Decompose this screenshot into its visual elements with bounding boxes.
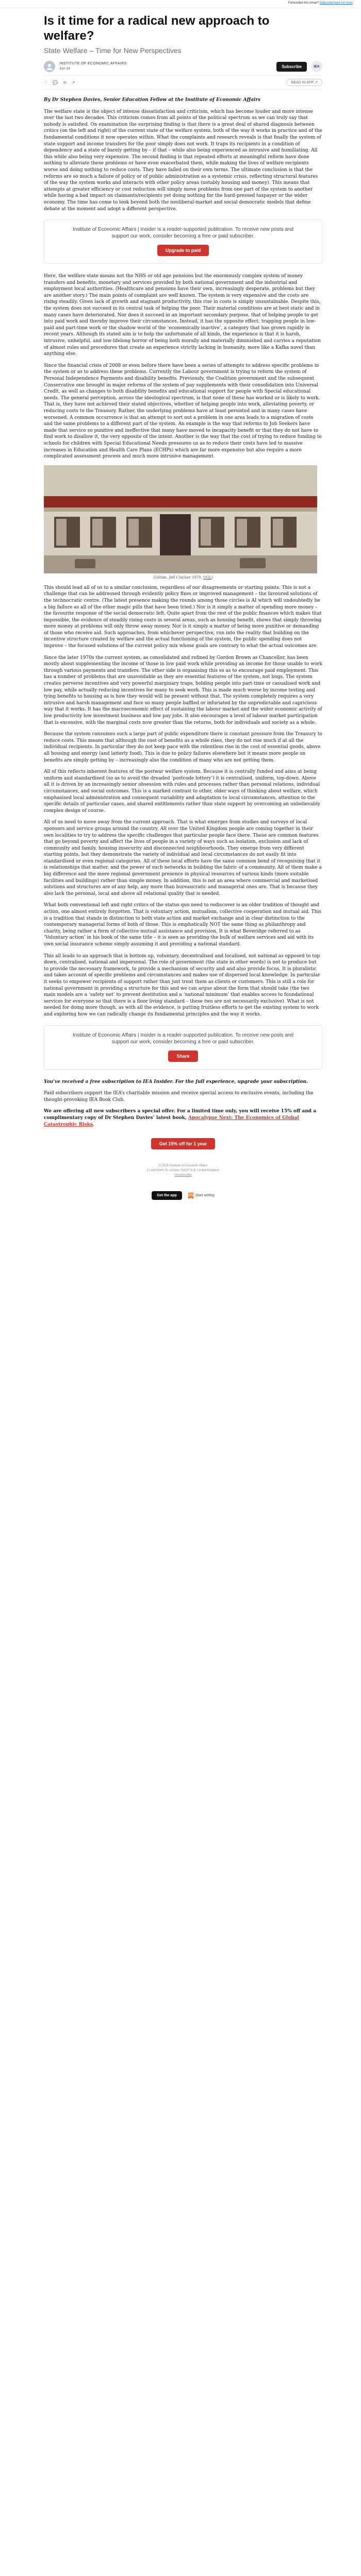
footer-note (44, 1079, 322, 1150)
get-app-button[interactable]: Get the app (152, 1191, 182, 1200)
restack-button[interactable] (63, 80, 67, 85)
subscribe-button[interactable]: Subscribe (276, 62, 307, 72)
offer-cta-wrap (44, 1133, 322, 1149)
body-paragraph: This all leads to an approach that is bottom up, voluntary, decentralised and localised, not national as opposed to top down, centralised, national and impersonal. The role of government (the state in other words) is not to produce but to provide the necessary framework, to provide a mechanism of security and and also provide focus. It is pluralistic and takes account of specific problems and circumstances and makes use of dispersed local knowledge. In particular it seeks to empower recipients of support rather than just treat them as clients or customers. This is still a role for national government in providing a structure for this and we can argue about the form that should take (the two main models are a ‘safety net’ to prevent destitution and a ‘national minimum’ that enables access to foundational services for everyone so that there is a floor living standard – these two are not necessarily exclusive). What is not needed for doing more though, as with all the evidence, is putting fruitless efforts to get the existing system to work and exploring how we can radically change its fundamental principles and the way it works. (44, 953, 320, 1017)
post-subtitle: State Welfare – Time for New Perspectives (44, 46, 182, 55)
publication-logo[interactable]: IEA (311, 61, 322, 72)
book-link[interactable]: Apocalypse Next: The Economics of Global Catastrophic Risks (44, 1115, 299, 1127)
substack-icon (188, 1193, 193, 1199)
heart-icon: ♡ (44, 80, 48, 85)
site-footer (44, 1164, 322, 1178)
forwarded-bar (0, 0, 361, 8)
body-paragraph: Since the financial crisis of 2008 or even before there have been a series of attempts to address specific problems in the system or as to address these problems. Currently the Labour government is trying to reform the system of Personal Independence Payments and disability benefits. Previously, the Coalition government and the subsequent Conservative one brought in major reforms of the system of pay supplements with their consolidation into Universal Credit, as well as changes to both disability benefits and educational support for people with Special educational needs. The general perception, across the ideological spectrum, is that none of these has worked or is likely to work. That is, they have not achieved their stated objectives, whether of helping people into work, alleviating poverty, or reducing costs to the Treasury. Rather, the underlying problems have at least persisted and in many cases have worsened. A common occurrence is that an attempt to sort out a problem in one area leads to a migration of costs and the same problems to a different part of the system. An example is the way that reforms to Job Seekers have made that service so punitive and ineffective that many have moved to incapacity benefit or that they do not have to find work to disallow it, the very opposite of the intent. Another is the way that the cost of trying to reduce funding to schools for children with Special Educational Needs pressures us as to reduce their costs have led to massive increases in Education and Health Care Plans (ECHPs) which are far more expensive but also require a more complicated assessment process and much more intrusive management. (44, 363, 322, 460)
restack-icon: ⟲ (63, 80, 67, 85)
read-in-app-button[interactable]: READ IN APP ↗ (286, 79, 322, 86)
free-subscription-note: You've received a free subscription to IEA Insider. For the full experience, upgrade your subscription. (44, 1079, 308, 1084)
share-button-top[interactable] (72, 80, 75, 85)
share-icon: ↗ (71, 80, 75, 85)
copyright: © 2025 Institute of Economic Affairs (158, 1164, 208, 1168)
forwarded-text: Forwarded this email? (288, 2, 319, 5)
paid-subscribers-note: Paid subscribers support the IEA’s charitable mission and receive special access to exclusive events, including the thought-provoking IEA Book Club. (44, 1091, 314, 1103)
subscribe-here-link[interactable]: Subscribe here for more (319, 2, 353, 5)
start-writing-label: Start writing (195, 1194, 215, 1198)
post-date: Jun 14 (59, 67, 71, 71)
body-paragraph: All of us need to move away from the current approach. That is what emerges from studies and surveys of local sponsors and service groups around the country. All over the United Kingdom people are coming together in their own localities to try to address the specific challenges that particular people face there. These are common features that go beyond poverty and affect the lives of people in a variety of ways such as isolation, exclusion and lack of community and family, housing insecurity and disconnected neighbourhoods. They emerge from very different starting points, but they demonstrate the variety of individual and local circumstances do not easily fit into standardised or even regional categories. All of these local efforts have the same common bond of recognising that it is relationships that matter, and the power of such networks in building the fabric of a community. All of them make a big difference and the more regional government presence in physical resources of various kinds (more suitable facilities and buildings) rather than simple money. In addition, this is not an area where commercial and marketised solutions and structures are of any help, any more than bureaucratic and managerial ones are. That is because they also lack the personal, local and above all relational quality that is needed. (44, 820, 322, 896)
body-paragraph: This should lead all of us to a similar conclusion, regardless of our disagreements or starting points. This is not a challenge that can be addressed through evidently policy fixes or improved management – the favoured solutions of the technocratic centre. (The latest presence making the rounds among those circles is AI which will undoubtedly be a big failure as all of the other magic pills that have been tried.) Nor is it simply a matter of spending more money – the favourite response of the social democratic left. Quite apart from the rest of the public finances which makes that impossible, the evidence of steadily rising costs in several areas, such as housing benefit, shows that simply throwing more money at problems will only throw away money. Nor is it simply a matter of being more punitive or demanding of those who receive aid. Such approaches, from whichever perspective, run into the reality that building on the incentive structure created by welfare and the actual functioning of the system, the public spending does not improve – the focused solutions of the current policy mix whose goals are contrary to what the actual outcomes are. (44, 585, 322, 649)
comment-icon: 💬 (53, 80, 58, 85)
body-paragraph: All of this reflects inherent features of the postwar welfare system. Because it is centrally funded and aims at being uniform and standardised (so as to avoid the dreaded ‘postcode lottery’) it is centralised, uniform, top-down. Above all it is driven by an increasingly senior obsession with rules and processes rather than personal relations, individual circumstances, and social outcomes. This is a marked contrast to other, older ways of thinking about welfare, which emphasised local administration and consequent variability and adaptation to local circumstances, attention to the specific details of particular cases, and shared entitlements rather than state support by overcoming an unbelievably complex design of course. (44, 769, 320, 814)
bottom-bar (44, 1186, 322, 1207)
share-button[interactable]: Share (168, 1050, 198, 1062)
post-body (44, 97, 322, 1070)
post-container (39, 13, 322, 1207)
article-figure (44, 465, 322, 580)
author-intro: By Dr Stephen Davies, Senior Education Fellow at the Institute of Economic Affairs (44, 97, 261, 103)
caption-text: (Gillian, Jeff Clucher 1970, (153, 575, 204, 580)
byline-text (59, 61, 127, 72)
person-icon (46, 63, 53, 70)
closing-subscribe-box (44, 1025, 322, 1070)
special-offer-end: . (93, 1122, 94, 1127)
body-paragraph: Since the later 1970s the current system, as consolidated and refined by Gordon Brown as Chancellor, has been mostly about supplementing the income of those in low paid work while providing an income for those unable to work through various payments and transfers. The other side is organising this so as to encourage paid employment. This has a number of problems that are unavoidable as they are essential features of the system, not bugs. The system creates perverse incentives and very powerful marginary traps, holding people into part-time or casualised work and low pay, while actually reducing incentives for many to seek work. This is made much worse by income testing and tying benefits to housing as is how they would will be present without that. The system completely requires a very intrusive and harsh management and face so many people baffled or infuriated by the unpredictable and capricious way that it works. It has the macroeconomic effect of sustaining the labour market and the wider economic activity of low productivity low investment business and low pay jobs. It also encourages a level of labour market participation that is excessive, with the marginal costs now greater than the returns, both for individuals and society as a whole. (44, 655, 322, 725)
author-avatar[interactable] (44, 61, 55, 72)
body-paragraph: Because the system consumes such a large part of public expenditure there is constant pressure from the Treasury to reduce costs. This means that although the cost of benefits as a whole rises, they do not rise much if at all the individual recipients. In particular they do not keep pace with the relentless rise in the cost of essential goods, above all housing and energy (and latterly food). This is due to policy failures elsewhere but it means more people on benefits are simply getting by – increasingly also the condition of many who are not getting them. (44, 732, 322, 763)
special-offer-note (44, 1108, 322, 1128)
address: 2 Lord North St, London SW1P 3LB, United Kingdom (146, 1169, 220, 1173)
caption-license-link[interactable]: OGL (203, 575, 212, 580)
special-offer-text: We are offering all new subscribers a special offer. For a limited time only, you will receive 15% off and a complimentary copy of Dr Stephen Davies’ latest book, (44, 1109, 317, 1121)
post-title: Is it time for a radical new approach to welfare? (44, 14, 270, 43)
byline (44, 61, 322, 72)
get-discount-button[interactable]: Get 15% off for 1 year (151, 1138, 216, 1149)
unsubscribe-link[interactable]: Unsubscribe (174, 1174, 192, 1177)
closing-box-text: Institute of Economic Affairs | Insider is a reader-supported publication. To receive new posts and support our work, consider becoming a free or paid subscriber. (72, 1032, 294, 1045)
jobcentre-photo[interactable] (44, 465, 317, 573)
figure-caption (44, 575, 322, 580)
author-name[interactable]: INSTITUTE OF ECONOMIC AFFAIRS (59, 62, 127, 65)
caption-end: ) (211, 575, 213, 580)
body-paragraph: Here, the welfare state means not the NHS or old age pensions but the enormously complex system of money transfers and benefits, monetary and services provided by both national government and the industrial and employment local authorities. (Healthcare and pensions have their own, increasingly desperate, problems but they are another story.) The main points of complaint are well known. The system is very expensive and the costs are rising steadily. Given lack of growth and stagnant productivity, this rise in costs is simply unsustainable. Despite this, the system does not succeed in its central task of helping the poor. Their material conditions are at best static and in many cases have deteriorated. Nor does it succeed in an important secondary purpose, that of helping people to get into paid work and thereby improve their circumstances. Instead, it has the opposite effect, trapping people in low-paid and part-time work or the shadow world of the ‘economically inactive’, a category that has grown rapidly in recent years. Although its stated aim is to help the unfortunate of all kinds, the experience is that it is harsh, intrusive, unhelpful, and low-lifelong horror of being both morally and materially diminished and carries a reputation of almost rules and procedures that create an experience strictly lacking in humanity, more like a Kafka novel than anything else. (44, 274, 321, 357)
start-writing-link[interactable] (188, 1193, 215, 1199)
comment-button[interactable] (53, 80, 58, 85)
subscribe-box-text: Institute of Economic Affairs | Insider is a reader-supported publication. To receive new posts and support our work, consider becoming a free or paid subscriber. (72, 227, 294, 240)
like-button[interactable] (44, 80, 47, 85)
body-paragraph: What both conventional left and right critics of the status quo need to rediscover is an older tradition of thought and action, one almost entirely forgotten. That is voluntary action, mutualism, collective cooperation and mutual aid. This is a tradition that stands in distinction to both state action and market exchange and in clear distinction to the contemporary managerial forms of both of those. This is emphatically NOT the same thing as philanthropy and charity, being rather a form of collective mutual assistance and provision. It is what Beveridge referred to as ‘Voluntary action’ in his book of the same title – it is seen as providing the bulk of welfare services and aid with its own social insurance scheme simply assuming it and providing a national standard. (44, 903, 321, 947)
upgrade-button[interactable]: Upgrade to paid (157, 245, 209, 256)
body-paragraph: The welfare state is the object of intense dissatisfaction and criticism, which has become louder and more intense over the last two decades. This criticism comes from all points of the political spectrum as we can truly say that nobody is satisfied. On examination the surprising finding is that there is a great deal of shared diagnosis between critics (on the left and right) of the current state of the welfare system, both of the way it works in practice and of the fundamental conditions it now operates within. What the complaints and research reveals is that finally the system of state support and income transfers for the poor simply does not work. It traps its recipients in a condition of dependency and a state of barely getting by – if that – while also being experienced as intrusive and humiliating. All this while also being very expensive. The second finding is that repeated efforts at meaningful reform have done nothing to alleviate these problems or have even exacerbated them, while making the lives of welfare recipients worse and doing nothing to reduce costs. They have failed on their own terms. The ultimate conclusion is that the reforms are so much a failure of policy or of public administration as a systemic crisis, reflecting structural features of the way the system works and interacts with other policy areas (notably housing and money). This means that attempts at greater efficiency or cost reduction will simply move problems from one part of the system to another while having a bad impact on claimants/recipients yet doing nothing for the hard-pressed taxpayer or the wider economy. The time has come to look beyond both the neoliberal-market and social democratic models that define debate at the moment and adopt a different perspective. (44, 109, 322, 212)
subscribe-box (44, 219, 322, 264)
post-actions (44, 75, 322, 90)
